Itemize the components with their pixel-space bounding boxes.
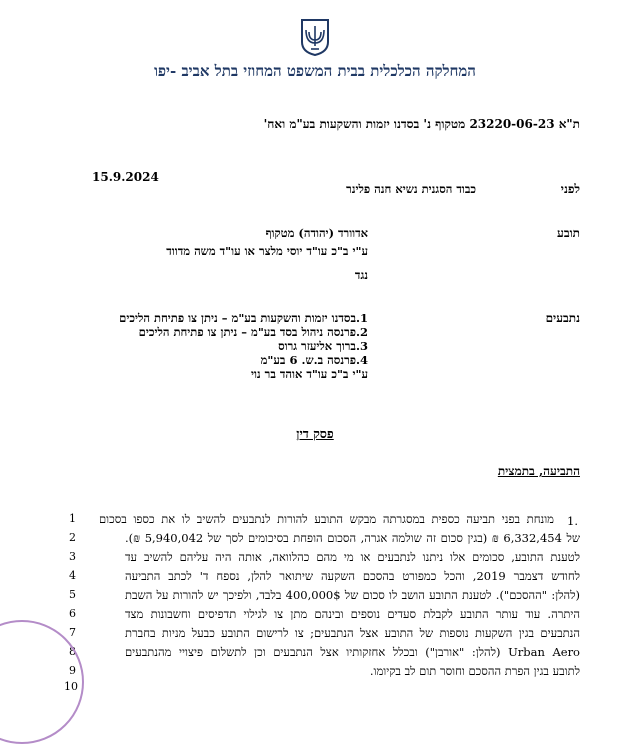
paragraph-line: מונחת בפני תביעה כספית במסגרתה מבקש התובע להורות לנתבעים להשיב לו את כספו בסכום [99,512,554,526]
plaintiff-name: אדוורד (יהודה) מטקוף [265,226,368,240]
versus-label: נגד [354,268,368,282]
line-number: 2 [69,531,76,544]
paragraph-line: Urban Aero (להלן: "אורבן") ובכלל אחזקותיו אצל הנתבעים וכן לתשלום פיצויי מהנתבעים [125,645,580,659]
line-number: 3 [69,550,76,563]
paragraph-number: 1. [567,514,578,528]
line-number: 10 [64,680,78,693]
paragraph-line: לטענת התובע, סכומים אלו ניתנו לנתבעים או מי מהם כהלוואה, אותה היה עליהם להשיב עד [125,550,580,564]
paragraph-line: של 6,332,454 ₪ (בגין סכום זה שולמה אגרה, הסכום הופחת בסיכומים לסך של 5,940,042 ₪). [125,531,580,545]
plaintiff-label: תובע [557,226,580,240]
plaintiff-counsel: ע"י ב"כ עו"ד יוסי מלצר או עו"ד משה מדווד [166,244,368,258]
defendant-item: 4.פרנסה ב.ש. 6 בע"מ [260,353,368,367]
judge-name: כבוד הסגנית נשיא חנה פלינר [346,182,476,196]
line-number: 7 [69,626,76,639]
court-name: המחלקה הכלכלית בבית המשפט המחוזי בתל אביב -יפו [154,62,476,80]
defendant-item: 2.פרנסה ניהול בסד בע"מ – ניתן צו פתיחת הליכים [138,325,368,339]
paragraph-line: לחודש דצמבר 2019, והכל כמפורט בהסכם השקעה שיתואר להלן, נספח ד' לכתב התביעה [125,569,580,583]
paragraph-line: היתרה. עוד עותר התובע לקבלת סעדים נוספים ובינהם מתן צו לגילוי תדפיסים וחשבונות מצד [125,607,580,621]
line-number: 4 [69,569,76,582]
defendants-counsel: ע"י ב"כ עו"ד אוהד בר נוי [250,367,368,381]
before-label: לפני [560,182,580,196]
state-emblem-icon [300,18,330,56]
paragraph-line: (להלן: "ההסכם"). לטענת התובע הושב לו סכום של 400,000$ בלבד, ולפיכך יש להורות על השבת [125,588,580,602]
line-number: 8 [69,645,76,658]
line-number: 6 [69,607,76,620]
section-title: התביעה, בתמצית [497,464,580,478]
paragraph-line: הנתבעים בגין השקעות נוספות של התובע אצל הנתבעים; צו לרישום התובע כבעל מניות בחברת [125,626,580,640]
case-title: ת"א 23220-06-23 מטקוף נ' בסדנו יזמות והשקעות בע"מ ואח' [263,117,580,131]
line-number: 1 [69,512,76,525]
defendant-item: 3.ברוך אליעזר גרוס [278,339,368,353]
line-number: 9 [69,664,76,677]
paragraph-line: לתובע בגין הפרת ההסכם וחוסר תום לב בקיומו. [369,664,580,678]
line-number: 5 [69,588,76,601]
defendant-item: 1.בסדנו יזמות והשקעות בע"מ – ניתן צו פתיחת הליכים [119,311,368,325]
ruling-date: 15.9.2024 [92,170,159,184]
defendants-label: נתבעים [545,311,580,325]
ruling-title: פסק דין [296,426,334,441]
